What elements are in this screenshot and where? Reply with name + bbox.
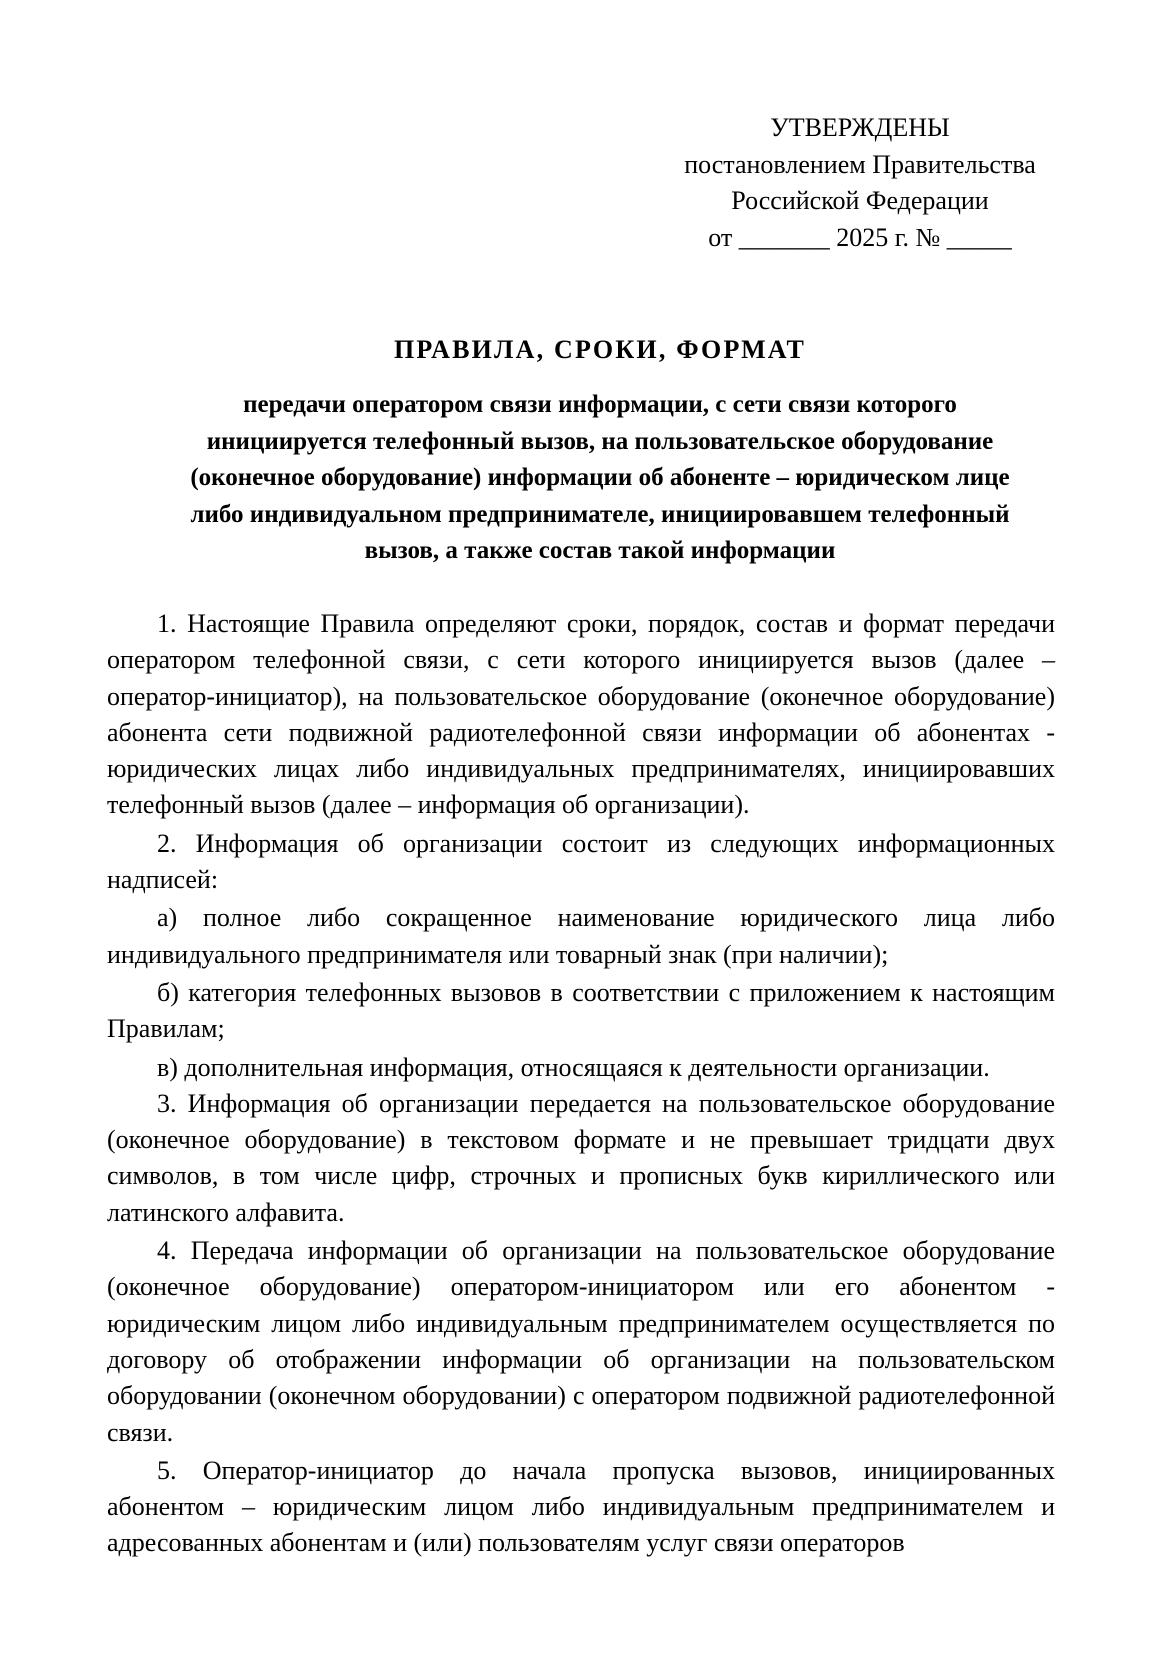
paragraph-2: 2. Информация об организации состоит из следующих информационных надписей: <box>107 828 1055 895</box>
subtitle-line: инициируется телефонный вызов, на пользовательское оборудование <box>206 427 994 455</box>
document-body <box>107 606 1055 1562</box>
paragraph-2c: в) дополнительная информация, относящаяся к деятельности организации. <box>157 1052 990 1082</box>
subtitle-line: либо индивидуальном предпринимателе, инициировавшем телефонный <box>190 500 1010 528</box>
approval-issuer: постановлением Правительства <box>684 149 1036 179</box>
approval-issuer-country: Российской Федерации <box>731 186 989 215</box>
subtitle-line: (оконечное оборудование) информации об абоненте – юридическом лице <box>190 464 1010 491</box>
approval-date-number: от _______ 2025 г. № _____ <box>708 222 1012 252</box>
subtitle-line: передачи оператором связи информации, с сети связи которого <box>243 391 957 418</box>
document-subtitle <box>110 387 1090 570</box>
document-title: ПРАВИЛА, СРОКИ, ФОРМАТ <box>393 335 807 364</box>
subtitle-line: вызов, а также состав такой информации <box>364 537 836 564</box>
approval-block <box>620 110 1100 256</box>
paragraph-3: 3. Информация об организации передается на пользовательское оборудование (оконечное оборудование) в текстовом формате и не превышает тридцати двух символов, в том числе цифр, строчных и прописных букв кириллического или латинского алфавита. <box>107 1088 1055 1227</box>
paragraph-2a: а) полное либо сокращенное наименование юридического лица либо индивидуального предпринимателя или товарный знак (при наличии); <box>107 903 1055 969</box>
approval-heading: УТВЕРЖДЕНЫ <box>770 113 950 142</box>
paragraph-1: 1. Настоящие Правила определяют сроки, порядок, состав и формат передачи оператором телефонной связи, с сети которого инициируется вызов (далее – оператор-инициатор), на пользовательское оборудование (оконечное оборудование) абонента сети подвижной радиотелефонной связи информации об абонентах - юридических лицах либо индивидуальных предпринимателях, инициировавших телефонный вызов (далее – информация об организации). <box>107 609 1055 820</box>
paragraph-4: 4. Передача информации об организации на пользовательское оборудование (оконечное оборудование) оператором-инициатором или его абонентом - юридическим лицом либо индивидуальным предпринимателем осуществляется по договору об отображении информации об организации на пользовательском оборудовании (оконечном оборудовании) с оператором подвижной радиотелефонной связи. <box>107 1236 1055 1447</box>
paragraph-2b: б) категория телефонных вызовов в соответствии с приложением к настоящим Правилам; <box>107 977 1055 1044</box>
paragraph-5: 5. Оператор-инициатор до начала пропуска вызовов, инициированных абонентом – юридическим лицом либо индивидуальным предпринимателем и адресованных абонентам и (или) пользователям услуг связи операторов <box>107 1455 1055 1558</box>
